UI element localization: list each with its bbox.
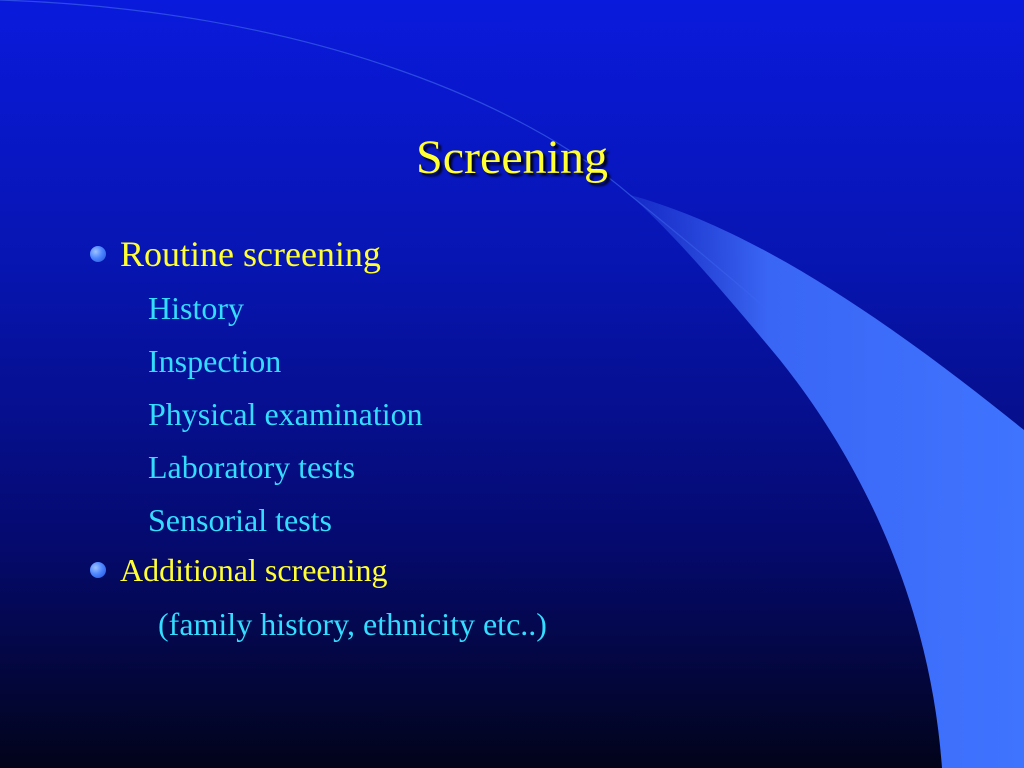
bullet-additional-screening	[90, 550, 387, 590]
subitem-history: History	[148, 290, 244, 326]
bullet-dot-icon	[90, 562, 106, 578]
subitem-laboratory-tests: Laboratory tests	[148, 449, 356, 485]
slide-title: Screening	[416, 131, 608, 184]
subitem-inspection: Inspection	[148, 343, 282, 379]
subitem-physical-examination: Physical examination	[148, 396, 423, 432]
subitem-sensorial-tests: Sensorial tests	[148, 502, 332, 538]
bullet-routine-screening	[90, 232, 381, 276]
bullet-dot-icon	[90, 246, 106, 262]
bullet-label: Additional screening	[120, 552, 388, 588]
subitem-additional-note: (family history, ethnicity etc..)	[158, 606, 547, 642]
bullet-label: Routine screening	[120, 234, 381, 274]
